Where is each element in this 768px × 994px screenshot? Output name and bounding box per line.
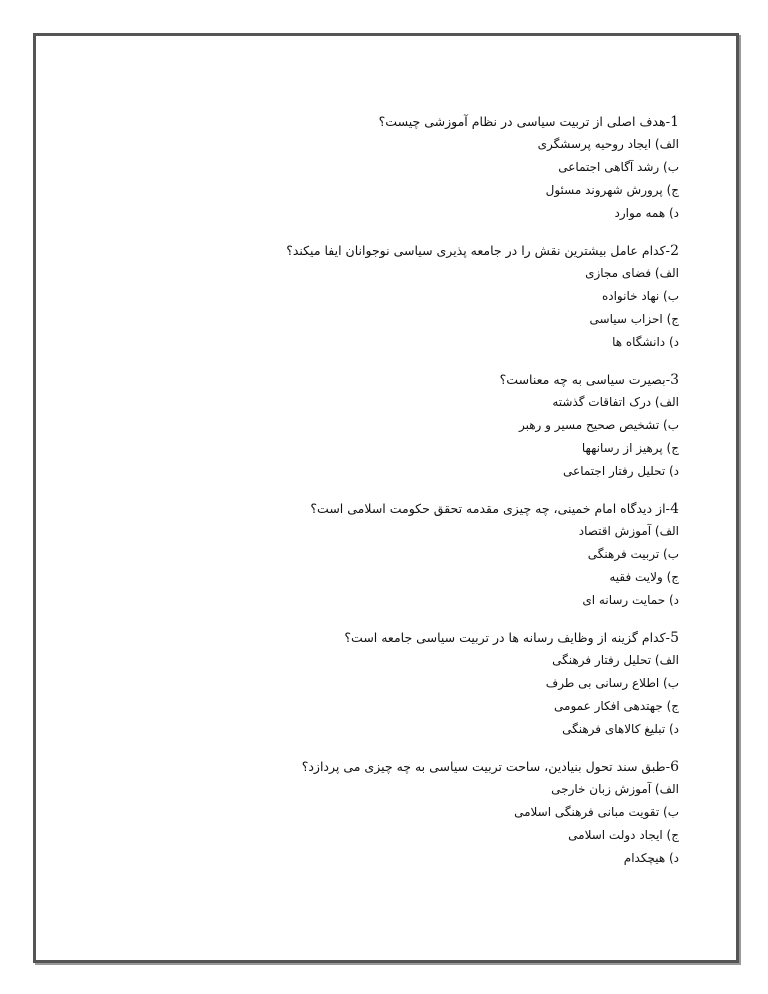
option-b: ب) نهاد خانواده bbox=[601, 289, 679, 303]
option-c: ج) ولایت فقیه bbox=[609, 570, 679, 584]
option-d: د) هیچکدام bbox=[623, 851, 679, 865]
question-title bbox=[79, 499, 679, 521]
option-c: ج) ایجاد دولت اسلامی bbox=[568, 828, 679, 842]
option-c: ج) احزاب سیاسی bbox=[589, 312, 679, 326]
question-text: -کدام عامل بیشترین نقش را در جامعه پذیری سیاسی نوجوانان ایفا میکند؟ bbox=[286, 243, 671, 258]
question-1 bbox=[79, 112, 679, 226]
option-d: د) همه موارد bbox=[614, 206, 679, 220]
option-a: الف) آموزش زبان خارجی bbox=[551, 782, 679, 796]
option-b: ب) تقویت مبانی فرهنگی اسلامی bbox=[514, 805, 679, 819]
option-c: ج) پرورش شهروند مسئول bbox=[545, 183, 679, 197]
question-title bbox=[79, 370, 679, 392]
option-a: الف) فضای مجازی bbox=[585, 266, 679, 280]
question-2 bbox=[79, 241, 679, 355]
question-4 bbox=[79, 499, 679, 613]
question-title bbox=[79, 241, 679, 263]
question-number: 4 bbox=[670, 501, 679, 517]
question-title bbox=[79, 757, 679, 779]
option-d: د) حمایت رسانه ای bbox=[582, 593, 679, 607]
question-text: -کدام گزینه از وظایف رسانه ها در تربیت سیاسی جامعه است؟ bbox=[344, 630, 671, 645]
question-3 bbox=[79, 370, 679, 484]
document-content bbox=[36, 36, 736, 960]
question-text: -طبق سند تحول بنیادین، ساحت تربیت سیاسی به چه چیزی می پردازد؟ bbox=[301, 759, 671, 774]
option-a: الف) ایجاد روحیه پرسشگری bbox=[537, 137, 679, 151]
option-c: ج) جهتدهی افکار عمومی bbox=[554, 699, 679, 713]
option-c: ج) پرهیز از رسانهها bbox=[581, 441, 679, 455]
option-b: ب) اطلاع رسانی بی طرف bbox=[545, 676, 679, 690]
question-number: 2 bbox=[670, 243, 679, 259]
option-a: الف) آموزش اقتصاد bbox=[578, 524, 679, 538]
question-6 bbox=[79, 757, 679, 871]
question-number: 1 bbox=[670, 114, 679, 130]
option-d: د) تبلیغ کالاهای فرهنگی bbox=[562, 722, 679, 736]
question-number: 5 bbox=[670, 630, 679, 646]
option-b: ب) رشد آگاهی اجتماعی bbox=[558, 160, 679, 174]
question-title bbox=[79, 112, 679, 134]
question-number: 6 bbox=[670, 759, 679, 775]
document-page bbox=[33, 33, 739, 963]
question-text: -هدف اصلی از تربیت سیاسی در نظام آموزشی چیست؟ bbox=[378, 114, 671, 129]
question-number: 3 bbox=[670, 372, 679, 388]
option-a: الف) درک اتفاقات گذشته bbox=[552, 395, 679, 409]
option-b: ب) تشخیص صحیح مسیر و رهبر bbox=[518, 418, 679, 432]
question-text: -بصیرت سیاسی به چه معناست؟ bbox=[499, 372, 671, 387]
question-title bbox=[79, 628, 679, 650]
option-d: د) دانشگاه ها bbox=[612, 335, 679, 349]
option-d: د) تحلیل رفتار اجتماعی bbox=[563, 464, 679, 478]
question-5 bbox=[79, 628, 679, 742]
option-b: ب) تربیت فرهنگی bbox=[587, 547, 679, 561]
option-a: الف) تحلیل رفتار فرهنگی bbox=[552, 653, 679, 667]
question-text: -از دیدگاه امام خمینی، چه چیزی مقدمه تحقق حکومت اسلامی است؟ bbox=[310, 501, 671, 516]
